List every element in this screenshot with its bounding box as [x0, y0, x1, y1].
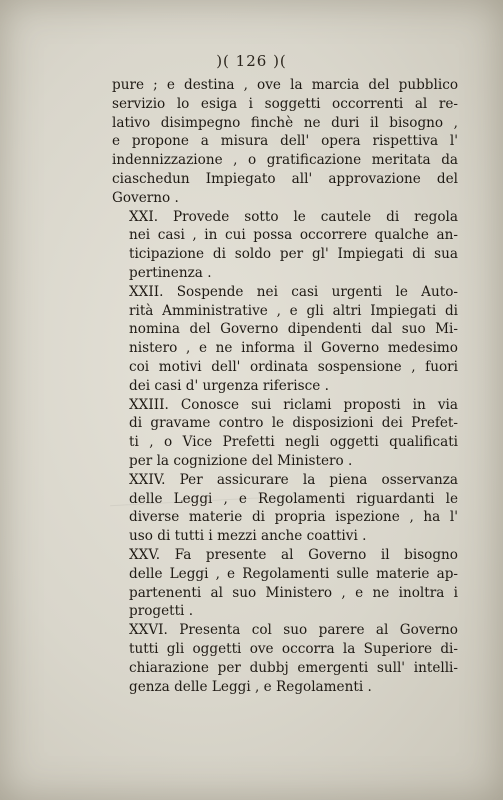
text-line: XXIII. Conosce sui riclami proposti in via — [129, 396, 458, 413]
text-line: indennizzazione , o gratificazione meritata da — [112, 152, 458, 169]
text-line: XXV. Fa presente al Governo il bisogno — [129, 546, 458, 563]
body-text — [112, 76, 458, 696]
text-line: genza delle Leggi , e Regolamenti . — [129, 678, 372, 695]
paragraph — [112, 546, 458, 621]
text-line: progetti . — [129, 603, 194, 620]
text-line: rità Amministrative , e gli altri Impiegati di — [129, 302, 458, 319]
text-line: diverse materie di propria ispezione , ha l' — [129, 509, 458, 526]
text-line: e propone a misura dell' opera rispettiva l' — [112, 133, 458, 150]
text-line: XXII. Sospende nei casi urgenti le Auto- — [129, 283, 458, 300]
paragraph — [112, 208, 458, 283]
text-line: ciaschedun Impiegato all' approvazione del — [112, 170, 458, 187]
text-line: di gravame contro le disposizioni dei Prefet- — [129, 415, 458, 432]
text-line: delle Leggi , e Regolamenti riguardanti le — [129, 490, 458, 507]
page-number-header: )( 126 )( — [216, 52, 287, 70]
text-line: ti , o Vice Prefetti negli oggetti qualificati — [129, 434, 458, 451]
text-line: delle Leggi , e Regolamenti sulle materie ap- — [129, 565, 458, 582]
text-line: dei casi d' urgenza riferisce . — [129, 377, 329, 394]
text-line: XXVI. Presenta col suo parere al Governo — [129, 622, 458, 639]
text-line: XXIV. Per assicurare la piena osservanza — [129, 471, 458, 488]
text-line: nistero , e ne informa il Governo medesimo — [129, 340, 458, 357]
text-line: chiarazione per dubbj emergenti sull' intelli- — [129, 659, 458, 676]
text-line: per la cognizione del Ministero . — [129, 452, 353, 469]
paragraph — [112, 396, 458, 471]
text-line: pure ; e destina , ove la marcia del pubblico — [112, 77, 458, 93]
text-line: uso di tutti i mezzi anche coattivi . — [129, 528, 367, 545]
text-line: coi motivi dell' ordinata sospensione , fuori — [129, 358, 458, 375]
text-line: pertinenza . — [129, 264, 212, 281]
text-line: Governo . — [112, 189, 179, 206]
paragraph — [112, 621, 458, 696]
paragraph — [112, 283, 458, 396]
text-line: partenenti al suo Ministero , e ne inoltra i — [129, 584, 458, 601]
text-line: tutti gli oggetti ove occorra la Superiore di- — [129, 640, 458, 657]
text-line: XXI. Provede sotto le cautele di regola — [129, 208, 458, 225]
text-line: nomina del Governo dipendenti dal suo Mi- — [129, 321, 458, 338]
text-line: servizio lo esiga i soggetti occorrenti al re- — [112, 95, 458, 112]
text-line: lativo disimpegno finchè ne duri il bisogno , — [112, 114, 458, 131]
text-line: nei casi , in cui possa occorrere qualche an- — [129, 227, 458, 244]
paragraph — [112, 76, 458, 208]
text-line: ticipazione di soldo per gl' Impiegati di sua — [129, 246, 458, 263]
paragraph — [112, 471, 458, 546]
